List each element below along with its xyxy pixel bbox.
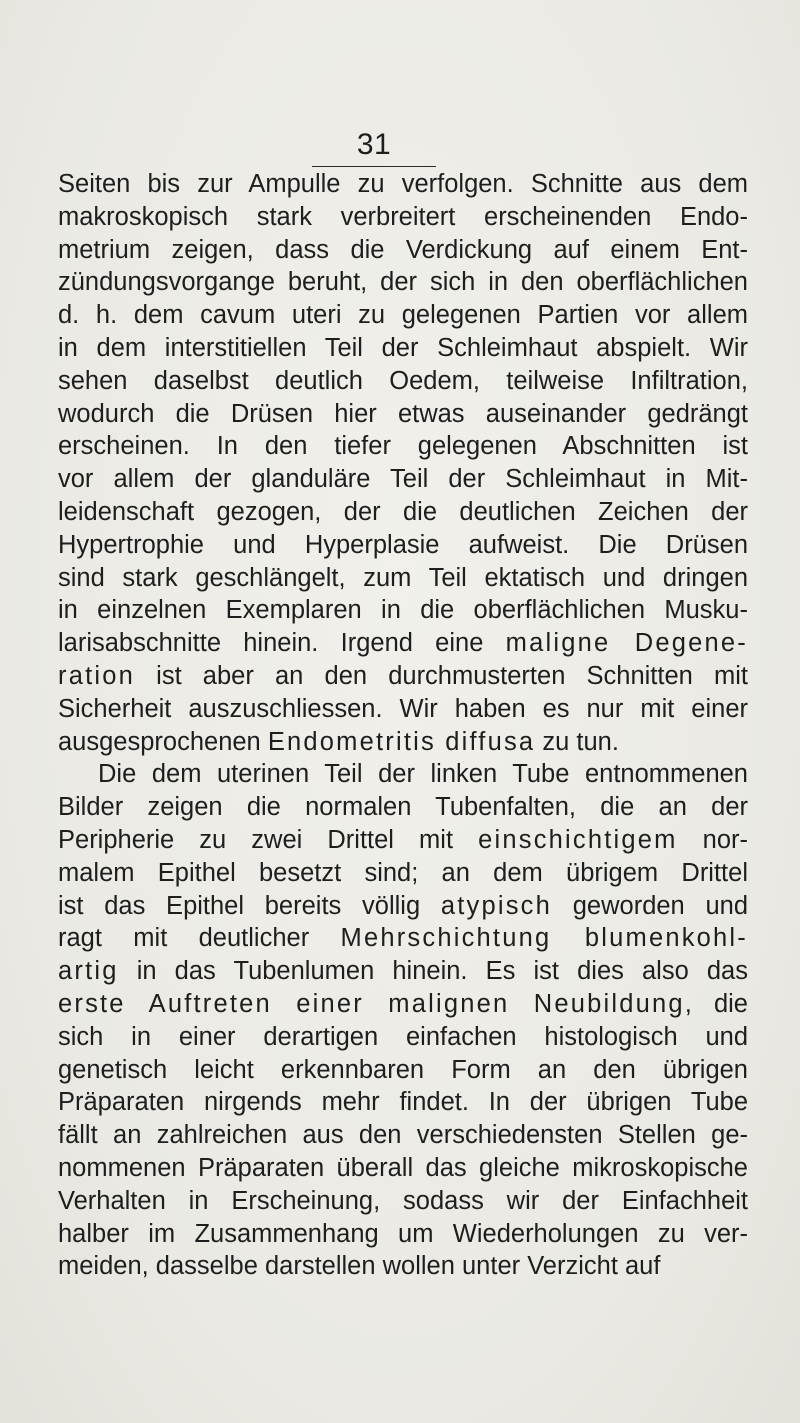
- body-text: [58, 168, 748, 1283]
- text-line: [58, 890, 748, 923]
- text-segment: larisabschnitte hinein. Irgend eine: [58, 629, 506, 658]
- text-segment: leidenschaft gezogen, der die deutlichen Zeichen der: [58, 497, 748, 526]
- spaced-emphasis-text: maligne Degene-: [505, 629, 749, 658]
- spaced-emphasis-text: Mehrschichtung blumenkohl-: [340, 924, 748, 953]
- text-line: [58, 857, 748, 890]
- page-header: [312, 130, 436, 167]
- text-segment: Peripherie zu zwei Drittel mit: [58, 825, 479, 854]
- text-segment: sehen daselbst deutlich Oedem, teilweise Infiltration,: [58, 366, 748, 395]
- text-segment: sich in einer derartigen einfachen histologisch und: [58, 1022, 748, 1051]
- spaced-emphasis-text: atypisch: [440, 891, 553, 920]
- text-segment: Sicherheit auszuschliessen. Wir haben es nur mit einer: [58, 694, 748, 723]
- text-segment: Die dem uterinen Teil der linken Tube entnommenen: [98, 760, 748, 789]
- text-line: [58, 496, 748, 529]
- page-number-rule: [312, 166, 436, 167]
- text-segment: makroskopisch stark verbreitert erscheinenden Endo-: [58, 202, 748, 231]
- text-line: [58, 365, 748, 398]
- text-segment: genetisch leicht erkennbaren Form an den übrigen: [58, 1055, 748, 1084]
- text-line: [58, 627, 748, 660]
- text-line: [58, 791, 748, 824]
- spaced-emphasis-text: artig: [58, 957, 119, 986]
- text-line: [58, 1119, 748, 1152]
- text-line: [58, 1021, 748, 1054]
- text-line: [58, 463, 748, 496]
- text-segment: d. h. dem cavum uteri zu gelegenen Partien vor allem: [58, 301, 748, 330]
- text-segment: Präparaten nirgends mehr findet. In der übrigen Tube: [58, 1088, 748, 1117]
- text-line: [58, 562, 748, 595]
- text-line: [58, 1218, 748, 1251]
- text-segment: ragt mit deutlicher: [58, 924, 341, 953]
- text-line: [58, 332, 748, 365]
- text-segment: sind stark geschlängelt, zum Teil ektatisch und dringen: [58, 563, 748, 592]
- spaced-emphasis-text: einschichtigem: [478, 825, 678, 854]
- text-line: [58, 988, 748, 1021]
- text-segment: malem Epithel besetzt sind; an dem übrigem Drittel: [58, 858, 748, 887]
- text-segment: nommenen Präparaten überall das gleiche mikroskopische: [58, 1153, 748, 1182]
- text-segment: Seiten bis zur Ampulle zu verfolgen. Schnitte aus dem: [58, 170, 748, 198]
- text-segment: Hypertrophie und Hyperplasie aufweist. Die Drüsen: [58, 530, 748, 559]
- text-line: [58, 594, 748, 627]
- text-segment: nor-: [677, 825, 748, 854]
- text-segment: wodurch die Drüsen hier etwas auseinander gedrängt: [58, 399, 748, 428]
- text-line: [58, 1054, 748, 1087]
- text-segment: geworden und: [552, 891, 749, 920]
- text-line: [58, 266, 748, 299]
- text-line: [58, 1250, 748, 1283]
- text-segment: halber im Zusammenhang um Wiederholungen zu ver-: [58, 1219, 748, 1248]
- text-segment: metrium zeigen, dass die Verdickung auf einem Ent-: [58, 235, 748, 264]
- text-line: [58, 529, 748, 562]
- text-line: [58, 660, 748, 693]
- text-line: [58, 430, 748, 463]
- spaced-emphasis-text: ration: [58, 661, 135, 690]
- text-segment: zündungsvorgange beruht, der sich in den oberflächlichen: [58, 268, 748, 297]
- text-segment: in dem interstitiellen Teil der Schleimhaut abspielt. Wir: [58, 333, 748, 362]
- text-segment: ist aber an den durchmusterten Schnitten mit: [135, 661, 748, 690]
- text-segment: ausgesprochenen: [58, 727, 268, 756]
- text-segment: zu tun.: [535, 727, 619, 756]
- text-segment: in das Tubenlumen hinein. Es ist dies also das: [118, 957, 748, 986]
- text-line: [58, 168, 748, 201]
- text-line: [58, 1185, 748, 1218]
- text-segment: vor allem der glanduläre Teil der Schleimhaut in Mit-: [58, 465, 748, 494]
- text-segment: fällt an zahlreichen aus den verschiedensten Stellen ge-: [58, 1121, 748, 1150]
- text-line: [58, 726, 748, 759]
- spaced-emphasis-text: erste Auftreten einer malignen Neubildung: [58, 989, 685, 1018]
- text-line: [58, 693, 748, 726]
- text-line: [58, 234, 748, 267]
- page-number: 31: [356, 128, 392, 161]
- text-line: [58, 824, 748, 857]
- text-segment: in einzelnen Exemplaren in die oberflächlichen Musku-: [58, 596, 748, 625]
- text-segment: erscheinen. In den tiefer gelegenen Abschnitten ist: [58, 432, 748, 461]
- text-segment: meiden, dasselbe darstellen wollen unter Verzicht auf: [58, 1252, 661, 1281]
- text-line: [58, 758, 748, 791]
- text-line: [58, 201, 748, 234]
- text-segment: , die: [684, 989, 748, 1018]
- text-line: [58, 1152, 748, 1185]
- spaced-emphasis-text: Endometritis diffusa: [267, 727, 536, 756]
- text-line: [58, 955, 748, 988]
- text-segment: Verhalten in Erscheinung, sodass wir der Einfachheit: [58, 1186, 748, 1215]
- text-line: [58, 299, 748, 332]
- text-line: [58, 922, 748, 955]
- text-line: [58, 1086, 748, 1119]
- text-line: [58, 398, 748, 431]
- text-segment: Bilder zeigen die normalen Tubenfalten, die an der: [58, 793, 748, 822]
- text-segment: ist das Epithel bereits völlig: [58, 891, 441, 920]
